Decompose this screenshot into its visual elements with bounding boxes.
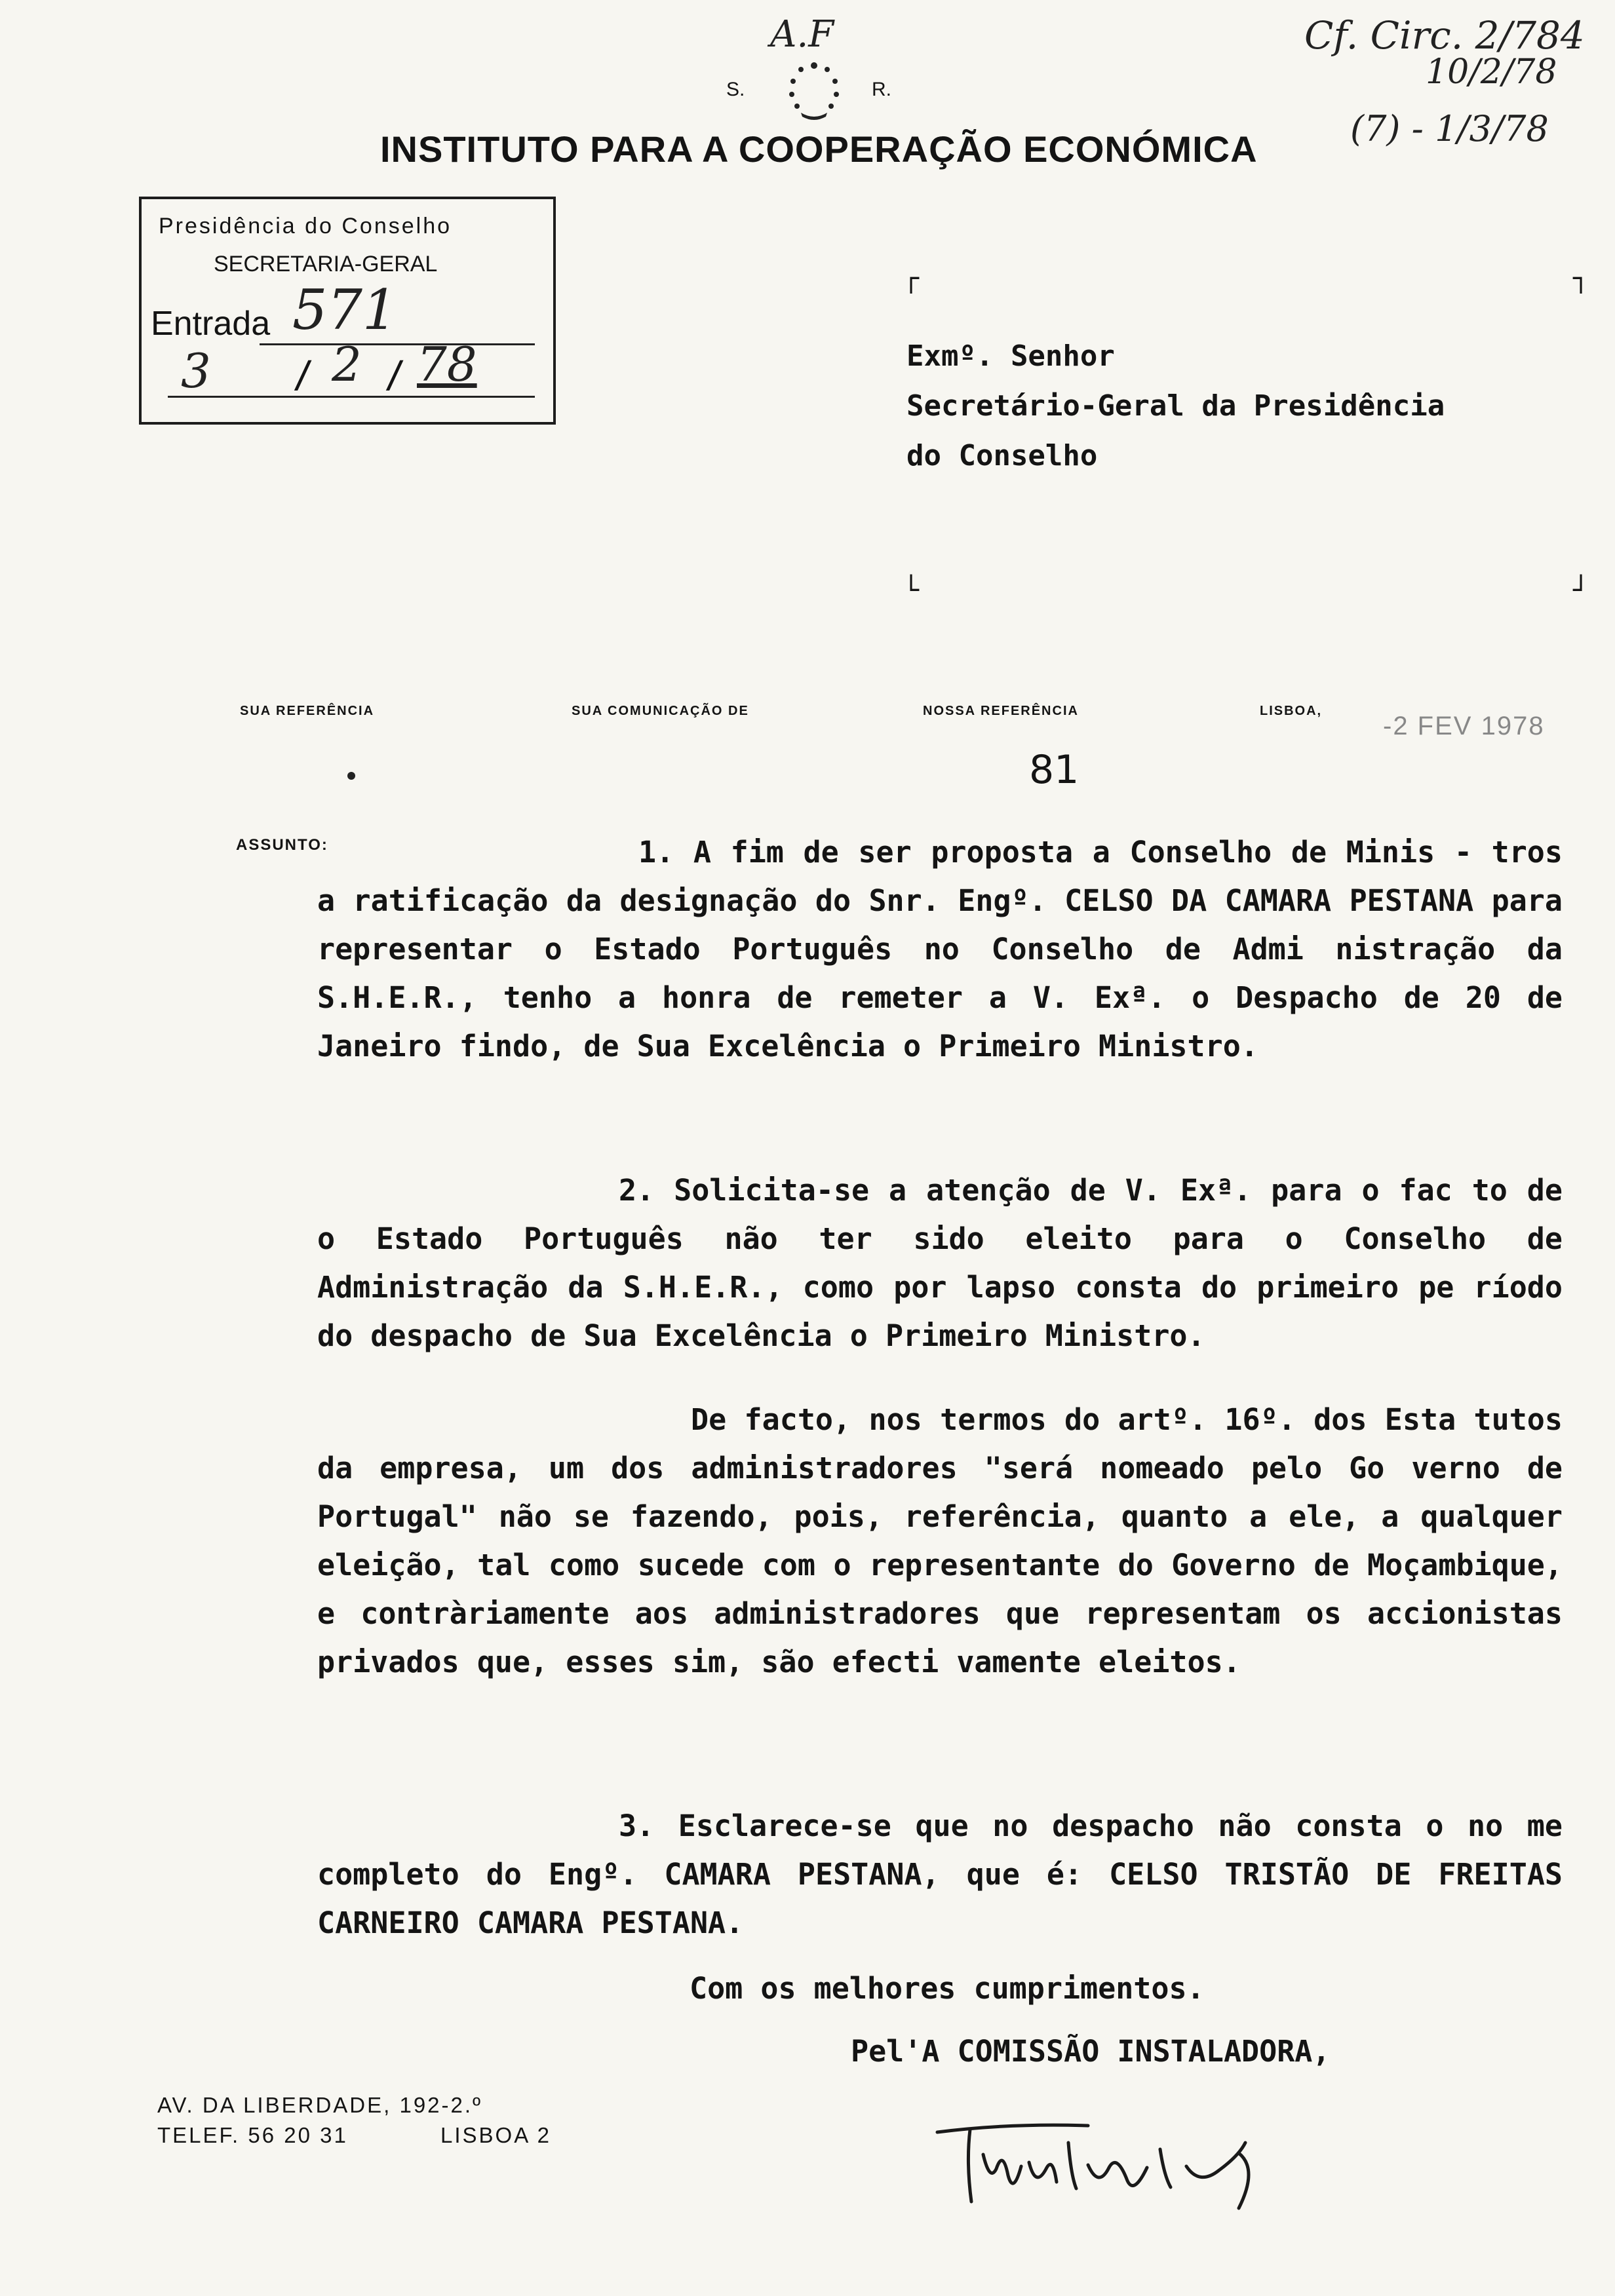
- stamp-rule: [168, 396, 535, 398]
- handwritten-signature: [931, 2103, 1298, 2215]
- footer-address: AV. DA LIBERDADE, 192-2.º: [157, 2093, 483, 2117]
- paragraph-1: 1. A fim de ser proposta a Conselho de Minis - tros a ratificação da designação do Snr. Engº. CELSO DA CAMARA PESTANA para representar o Estado Português no Conselho de Admi nistração da S.H.E.R., tenho a honra de remeter a V. Exª. o Despacho de 20 de Janeiro findo, de Sua Excelência o Primeiro Ministro.: [317, 835, 1563, 1063]
- label-lisboa: LISBOA,: [1260, 704, 1323, 718]
- label-nossa-referencia: NOSSA REFERÊNCIA: [923, 704, 1079, 718]
- stamp-department: SECRETARIA-GERAL: [214, 252, 438, 277]
- stamp-entrada-number: 571: [292, 278, 398, 342]
- recipient-salutation: Exmº. Senhor: [906, 339, 1115, 373]
- our-reference-number: 81: [1029, 747, 1080, 793]
- address-corner-bl: └: [903, 575, 920, 605]
- received-stamp: [139, 197, 556, 425]
- stamp-office: Presidência do Conselho: [159, 214, 452, 239]
- stamp-date-day: 3: [181, 343, 211, 398]
- label-sua-referencia: SUA REFERÊNCIA: [240, 704, 375, 718]
- footer-telephone: TELEF. 56 20 31: [157, 2123, 348, 2147]
- address-corner-tl: ┌: [903, 263, 920, 294]
- address-corner-br: ┘: [1573, 575, 1589, 605]
- closing-greeting: Com os melhores cumprimentos.: [690, 1971, 1205, 2006]
- paragraph-3: De facto, nos termos do artº. 16º. dos Esta tutos da empresa, um dos administradores "será nomeado pelo Go verno de Portugal" não se fazendo, pois, referência, quanto a ele, a qualquer eleição, tal como sucede com o representante do Governo de Moçambique, e contràriamente aos administradores que representam os accionistas privados que, esses sim, são efecti vamente eleitos.: [317, 1402, 1563, 1679]
- stamp-date-month: 2: [332, 337, 362, 392]
- stamp-slash: /: [292, 354, 315, 396]
- emblem-icon: [775, 58, 853, 123]
- recipient-office: do Conselho: [906, 439, 1098, 472]
- paragraph-2: 2. Solicita-se a atenção de V. Exª. para o fac to de o Estado Português não ter sido eleito para o Conselho de Administração da S.H.E.R., como por lapso consta do primeiro pe ríodo do despacho de Sua Excelência o Primeiro Ministro.: [317, 1173, 1563, 1353]
- label-assunto: ASSUNTO:: [236, 836, 328, 854]
- stamp-entrada-label: Entrada: [151, 305, 271, 343]
- address-corner-tr: ┐: [1573, 263, 1589, 294]
- bullet-dot: [347, 772, 355, 780]
- footer-city: LISBOA 2: [440, 2123, 551, 2147]
- stamp-slash: /: [384, 354, 406, 396]
- handwritten-date-2: (7) - 1/3/78: [1350, 108, 1549, 149]
- stamp-date-year: 78: [417, 337, 477, 392]
- r-label: R.: [872, 79, 891, 100]
- handwritten-initials: A.F: [770, 13, 834, 56]
- label-sua-comunicacao: SUA COMUNICAÇÃO DE: [572, 704, 749, 718]
- handwritten-circular-ref: Cf. Circ. 2/784: [1304, 13, 1585, 58]
- s-label: S.: [726, 79, 745, 100]
- recipient-title: Secretário-Geral da Presidência: [906, 389, 1445, 423]
- handwritten-date-1: 10/2/78: [1426, 52, 1557, 92]
- organization-title: INSTITUTO PARA A COOPERAÇÃO ECONÓMICA: [380, 128, 1258, 170]
- paragraph-4: 3. Esclarece-se que no despacho não consta o no me completo do Engº. CAMARA PESTANA, que é: CELSO TRISTÃO DE FREITAS CARNEIRO CAMARA PESTANA.: [317, 1808, 1563, 1940]
- stamp-rule: [260, 343, 535, 345]
- date-stamp: -2 FEV 1978: [1383, 712, 1545, 740]
- signatory-line: Pel'A COMISSÃO INSTALADORA,: [851, 2034, 1331, 2069]
